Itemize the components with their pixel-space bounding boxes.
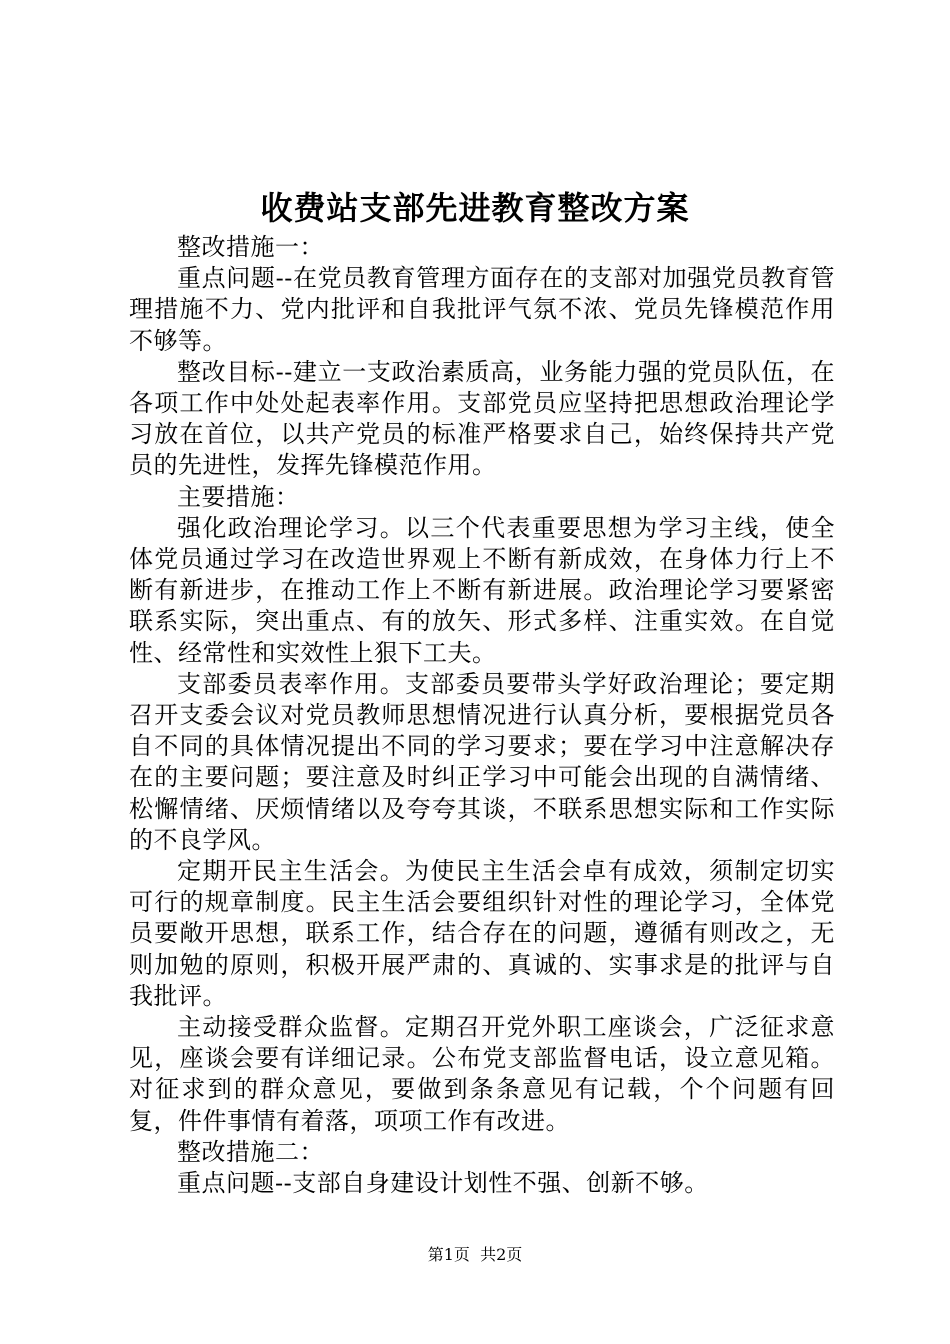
paragraph: 重点问题--支部自身建设计划性不强、创新不够。 — [177, 1169, 709, 1198]
document-body — [129, 232, 835, 1199]
page-number: 第1页 共2页 — [427, 1245, 523, 1264]
page-footer — [0, 1244, 950, 1266]
paragraph: 整改目标--建立一支政治素质高，业务能力强的党员队伍，在各项工作中处处起表率作用。支部党员应坚持把思想政治理论学习放在首位，以共产党员的标准严格要求自己，始终保持共产党员的先进性，发挥先锋模范作用。 — [129, 357, 835, 480]
paragraph: 整改措施二： — [177, 1137, 324, 1166]
paragraph: 整改措施一： — [177, 233, 324, 261]
paragraph: 重点问题--在党员教育管理方面存在的支部对加强党员教育管理措施不力、党内批评和自我批评气氛不浓、党员先锋模范作用不够等。 — [129, 264, 835, 355]
paragraph: 主动接受群众监督。定期召开党外职工座谈会，广泛征求意见，座谈会要有详细记录。公布党支部监督电话，设立意见箱。对征求到的群众意见，要做到条条意见有记载，个个问题有回复，件件事情有着落，项项工作有改进。 — [129, 1013, 835, 1135]
document-title: 收费站支部先进教育整改方案 — [260, 189, 690, 227]
paragraph: 强化政治理论学习。以三个代表重要思想为学习主线，使全体党员通过学习在改造世界观上不断有新成效，在身体力行上不断有新进步，在推动工作上不断有新进展。政治理论学习要紧密联系实际，突出重点、有的放矢、形式多样、注重实效。在自觉性、经常性和实效性上狠下工夫。 — [129, 513, 835, 667]
paragraph: 定期开民主生活会。为使民主生活会卓有成效，须制定切实可行的规章制度。民主生活会要组织针对性的理论学习，全体党员要敞开思想，联系工作，结合存在的问题，遵循有则改之，无则加勉的原则，积极开展严肃的、真诚的、实事求是的批评与自我批评。 — [129, 857, 835, 1010]
paragraph: 支部委员表率作用。支部委员要带头学好政治理论；要定期召开支委会议对党员教师思想情况进行认真分析，要根据党员各自不同的具体情况提出不同的学习要求；要在学习中注意解决存在的主要问题；要注意及时纠正学习中可能会出现的自满情绪、松懈情绪、厌烦情绪以及夸夸其谈，不联系思想实际和工作实际的不良学风。 — [129, 669, 835, 854]
paragraph: 主要措施： — [177, 482, 300, 511]
